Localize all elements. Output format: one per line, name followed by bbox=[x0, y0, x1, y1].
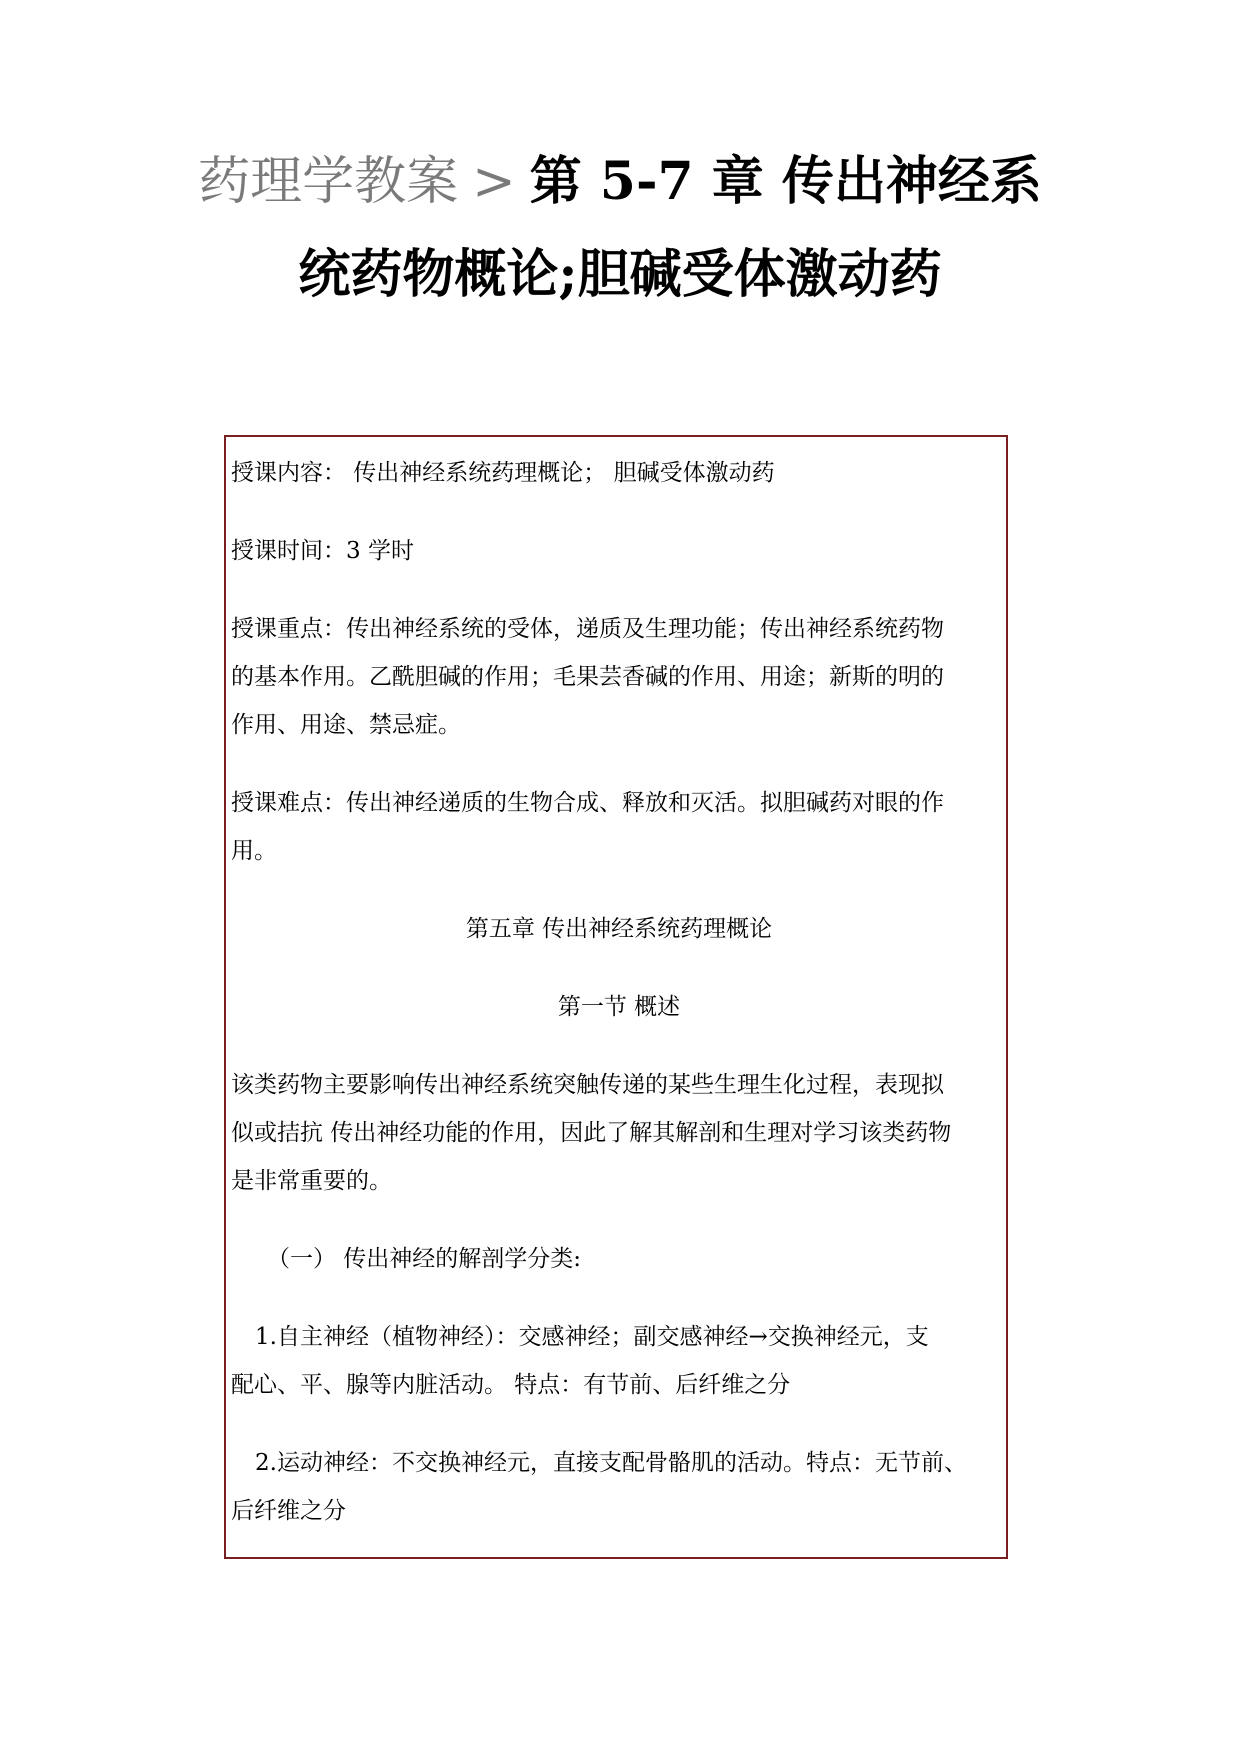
intro-line-2: 似或拮抗 传出神经功能的作用，因此了解其解剖和生理对学习该类药物 bbox=[231, 1120, 952, 1146]
chapter-title-part1: 第 5-7 章 传出神经系 bbox=[529, 151, 1042, 212]
key-points-line-2: 的基本作用。乙酰胆碱的作用；毛果芸香碱的作用、用途；新斯的明的 bbox=[231, 664, 944, 690]
key-points-line-3: 作用、用途、禁忌症。 bbox=[231, 712, 461, 738]
breadcrumb-separator: > bbox=[472, 152, 516, 212]
item1-line-2: 配心、平、腺等内脏活动。 特点：有节前、后纤维之分 bbox=[231, 1372, 791, 1398]
lesson-plan-box bbox=[224, 435, 1008, 1559]
lesson-content-line: 授课内容： 传出神经系统药理概论； 胆碱受体激动药 bbox=[231, 460, 775, 486]
difficulties-line-1: 授课难点：传出神经递质的生物合成、释放和灭活。拟胆碱药对眼的作 bbox=[231, 790, 944, 816]
difficulties-line-2: 用。 bbox=[231, 838, 277, 864]
lesson-time-line: 授课时间：3 学时 bbox=[231, 538, 414, 564]
item1-line-1: 1.自主神经（植物神经）：交感神经；副交感神经→交换神经元，支 bbox=[255, 1324, 929, 1350]
lesson-content bbox=[231, 449, 1007, 1535]
intro-line-1: 该类药物主要影响传出神经系统突触传递的某些生理生化过程，表现拟 bbox=[231, 1072, 944, 1098]
item2-line-2: 后纤维之分 bbox=[231, 1498, 346, 1524]
document-title bbox=[150, 152, 1090, 305]
title-line-1 bbox=[150, 152, 1090, 212]
chapter-title-part2: 统药物概论;胆碱受体激动药 bbox=[298, 244, 942, 305]
key-points-line-1: 授课重点：传出神经系统的受体，递质及生理功能；传出神经系统药物 bbox=[231, 616, 944, 642]
subheading: （一） 传出神经的解剖学分类: bbox=[267, 1246, 582, 1272]
item2-line-1: 2.运动神经：不交换神经元，直接支配骨骼肌的活动。特点：无节前、 bbox=[255, 1450, 967, 1476]
chapter-heading: 第五章 传出神经系统药理概论 bbox=[465, 916, 773, 942]
section-heading: 第一节 概述 bbox=[557, 994, 681, 1020]
breadcrumb-link[interactable]: 药理学教案 bbox=[198, 152, 459, 212]
intro-line-3: 是非常重要的。 bbox=[231, 1168, 392, 1194]
